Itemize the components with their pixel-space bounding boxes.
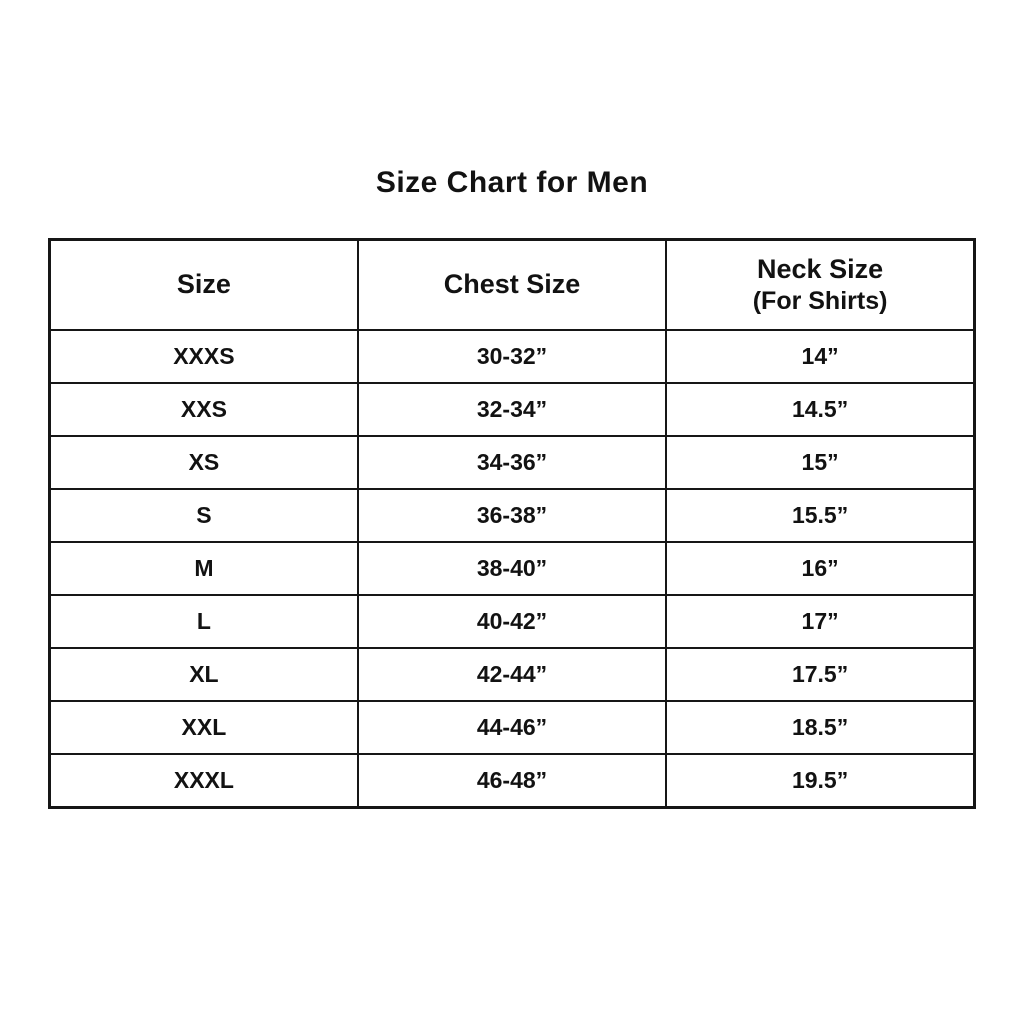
- neck-size-cell: 14.5”: [666, 383, 974, 436]
- chest-size-cell: 40-42”: [358, 595, 666, 648]
- chest-size-cell: 34-36”: [358, 436, 666, 489]
- table-row: [50, 754, 975, 808]
- table-row: [50, 436, 975, 489]
- neck-size-cell: 19.5”: [666, 754, 974, 808]
- neck-size-cell: 18.5”: [666, 701, 974, 754]
- table-row: [50, 542, 975, 595]
- size-cell: XXXS: [50, 330, 358, 383]
- size-cell: XXL: [50, 701, 358, 754]
- size-cell: XS: [50, 436, 358, 489]
- neck-size-cell: 15”: [666, 436, 974, 489]
- size-cell: XL: [50, 648, 358, 701]
- size-column-header: [50, 240, 358, 331]
- chest-size-cell: 30-32”: [358, 330, 666, 383]
- neck-size-column-header: [666, 240, 974, 331]
- table-row: [50, 648, 975, 701]
- chest-size-cell: 38-40”: [358, 542, 666, 595]
- size-cell: L: [50, 595, 358, 648]
- chest-size-column-header: [358, 240, 666, 331]
- neck-size-column-header-label: Neck Size: [757, 253, 884, 284]
- table-row: [50, 330, 975, 383]
- neck-size-cell: 17”: [666, 595, 974, 648]
- neck-size-cell: 14”: [666, 330, 974, 383]
- size-chart-table: [48, 238, 976, 809]
- size-cell: S: [50, 489, 358, 542]
- header-row: [50, 240, 975, 331]
- chest-size-cell: 32-34”: [358, 383, 666, 436]
- neck-size-cell: 16”: [666, 542, 974, 595]
- table-row: [50, 595, 975, 648]
- table-row: [50, 489, 975, 542]
- page-title: Size Chart for Men: [375, 166, 649, 199]
- size-cell: XXXL: [50, 754, 358, 808]
- table-row: [50, 701, 975, 754]
- size-cell: M: [50, 542, 358, 595]
- size-cell: XXS: [50, 383, 358, 436]
- table-row: [50, 383, 975, 436]
- chest-size-cell: 42-44”: [358, 648, 666, 701]
- chest-size-cell: 44-46”: [358, 701, 666, 754]
- neck-size-cell: 15.5”: [666, 489, 974, 542]
- neck-size-column-header-subtitle: (For Shirts): [752, 287, 888, 316]
- chest-size-cell: 36-38”: [358, 489, 666, 542]
- neck-size-cell: 17.5”: [666, 648, 974, 701]
- chest-size-column-header-label: Chest Size: [443, 269, 581, 300]
- size-column-header-label: Size: [176, 269, 231, 300]
- chest-size-cell: 46-48”: [358, 754, 666, 808]
